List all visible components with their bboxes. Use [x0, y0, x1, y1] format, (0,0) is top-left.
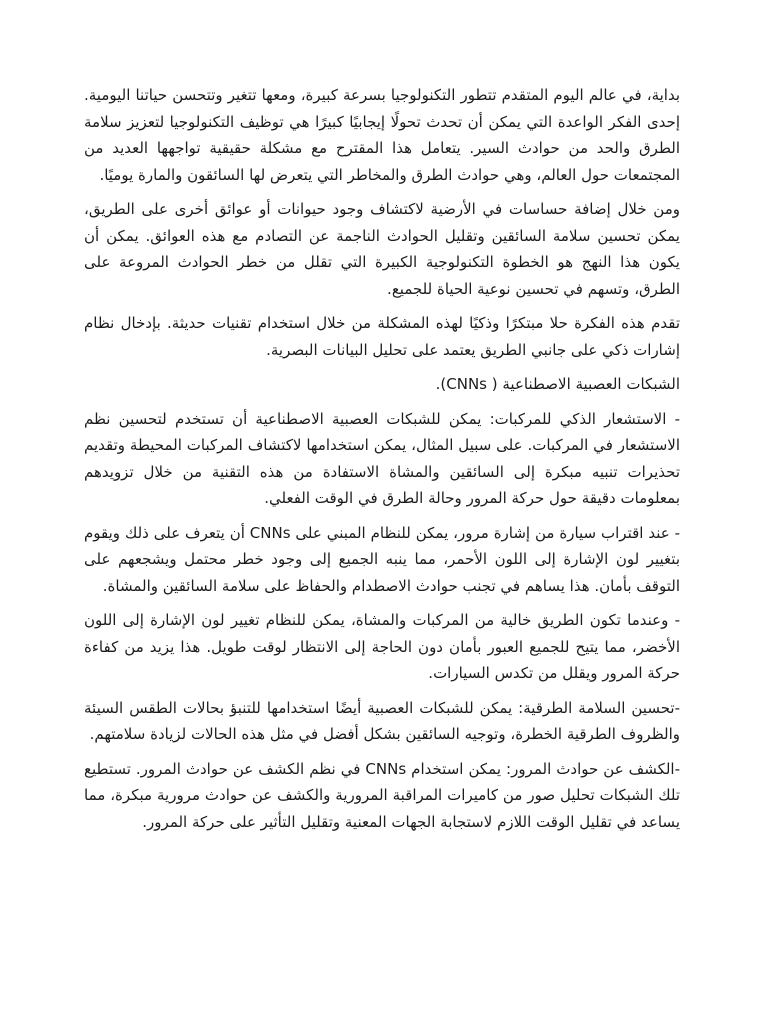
road-safety-paragraph: -تحسين السلامة الطرقية: يمكن للشبكات العصبية أيضًا استخدامها للتنبؤ بحالات الطقس السيئة والظروف الطرقية الخطرة، وتوجيه السائقين بشكل أفضل في مثل هذه الحالات لزيادة سلامتهم.: [84, 698, 680, 743]
sensors-paragraph: ومن خلال إضافة حساسات في الأرضية لاكتشاف وجود حيوانات أو عوائق أخرى على الطريق، يمكن تحسين سلامة السائقين وتقليل الحوادث الناجمة عن التصادم مع هذه العوائق. يمكن أن يكون هذا النهج هو الخطوة التكنولوجية الكبيرة التي تقلل من خطر الحوادث المروعة على الطرق، وتسهم في تحسين نوعية الحياة للجميع.: [84, 200, 680, 298]
cnn-heading: الشبكات العصبية الاصطناعية ( CNNs).: [435, 375, 680, 393]
idea-paragraph: تقدم هذه الفكرة حلا مبتكرًا وذكيًا لهذه المشكلة من خلال استخدام تقنيات حديثة. بإدخال نظام إشارات ذكي على جانبي الطريق يعتمد على تحليل البيانات البصرية.: [84, 314, 680, 359]
smart-sensing-paragraph: - الاستشعار الذكي للمركبات: يمكن للشبكات العصبية الاصطناعية أن تستخدم لتحسين نظم الاستشعار في المركبات. على سبيل المثال، يمكن استخدامها لاكتشاف المركبات المحيطة وتقديم تحذيرات تنبيه مبكرة إلى السائقين والمشاة الاستفادة من هذه التقنية من خلال تزويدهم بمعلومات دقيقة حول حركة المرور وحالة الطرق في الوقت الفعلي.: [84, 409, 680, 507]
red-light-paragraph: - عند اقتراب سيارة من إشارة مرور، يمكن للنظام المبني على CNNs أن يتعرف على ذلك ويقوم بتغيير لون الإشارة إلى اللون الأحمر، مما ينبه الجميع إلى وجود خطر محتمل ويشجعهم على التوقف بأمان. هذا يساهم في تجنب حوادث الاصطدام والحفاظ على سلامة السائقين والمشاة.: [84, 523, 680, 595]
accident-detection-paragraph: -الكشف عن حوادث المرور: يمكن استخدام CNNs في نظم الكشف عن حوادث المرور. تستطيع تلك الشبكات تحليل صور من كاميرات المراقبة المرورية والكشف عن حوادث مرورية مبكرة، مما يساعد في تقليل الوقت اللازم لاستجابة الجهات المعنية وتقليل التأثير على حركة المرور.: [84, 759, 681, 831]
green-light-paragraph: - وعندما تكون الطريق خالية من المركبات والمشاة، يمكن للنظام تغيير لون الإشارة إلى اللون الأخضر، مما يتيح للجميع العبور بأمان دون الحاجة إلى الانتظار لوقت طويل. هذا يزيد من كفاءة حركة المرور ويقلل من تكدس السيارات.: [84, 611, 680, 682]
document-body: [84, 82, 680, 843]
intro-paragraph: بداية، في عالم اليوم المتقدم تتطور التكنولوجيا بسرعة كبيرة، ومعها تتغير وتتحسن حياتنا اليومية. إحدى الفكر الواعدة التي يمكن أن تحدث تحولًا إيجابيًا كبيرًا هي توظيف التكنولوجيا لتعزيز سلامة الطرق والحد من حوادث السير. يتعامل هذا المقترح مع مشكلة حقيقية تواجهها العديد من المجتمعات حول العالم، وهي حوادث الطرق والمخاطر التي يتعرض لها السائقون والمارة يوميًا.: [84, 86, 680, 184]
